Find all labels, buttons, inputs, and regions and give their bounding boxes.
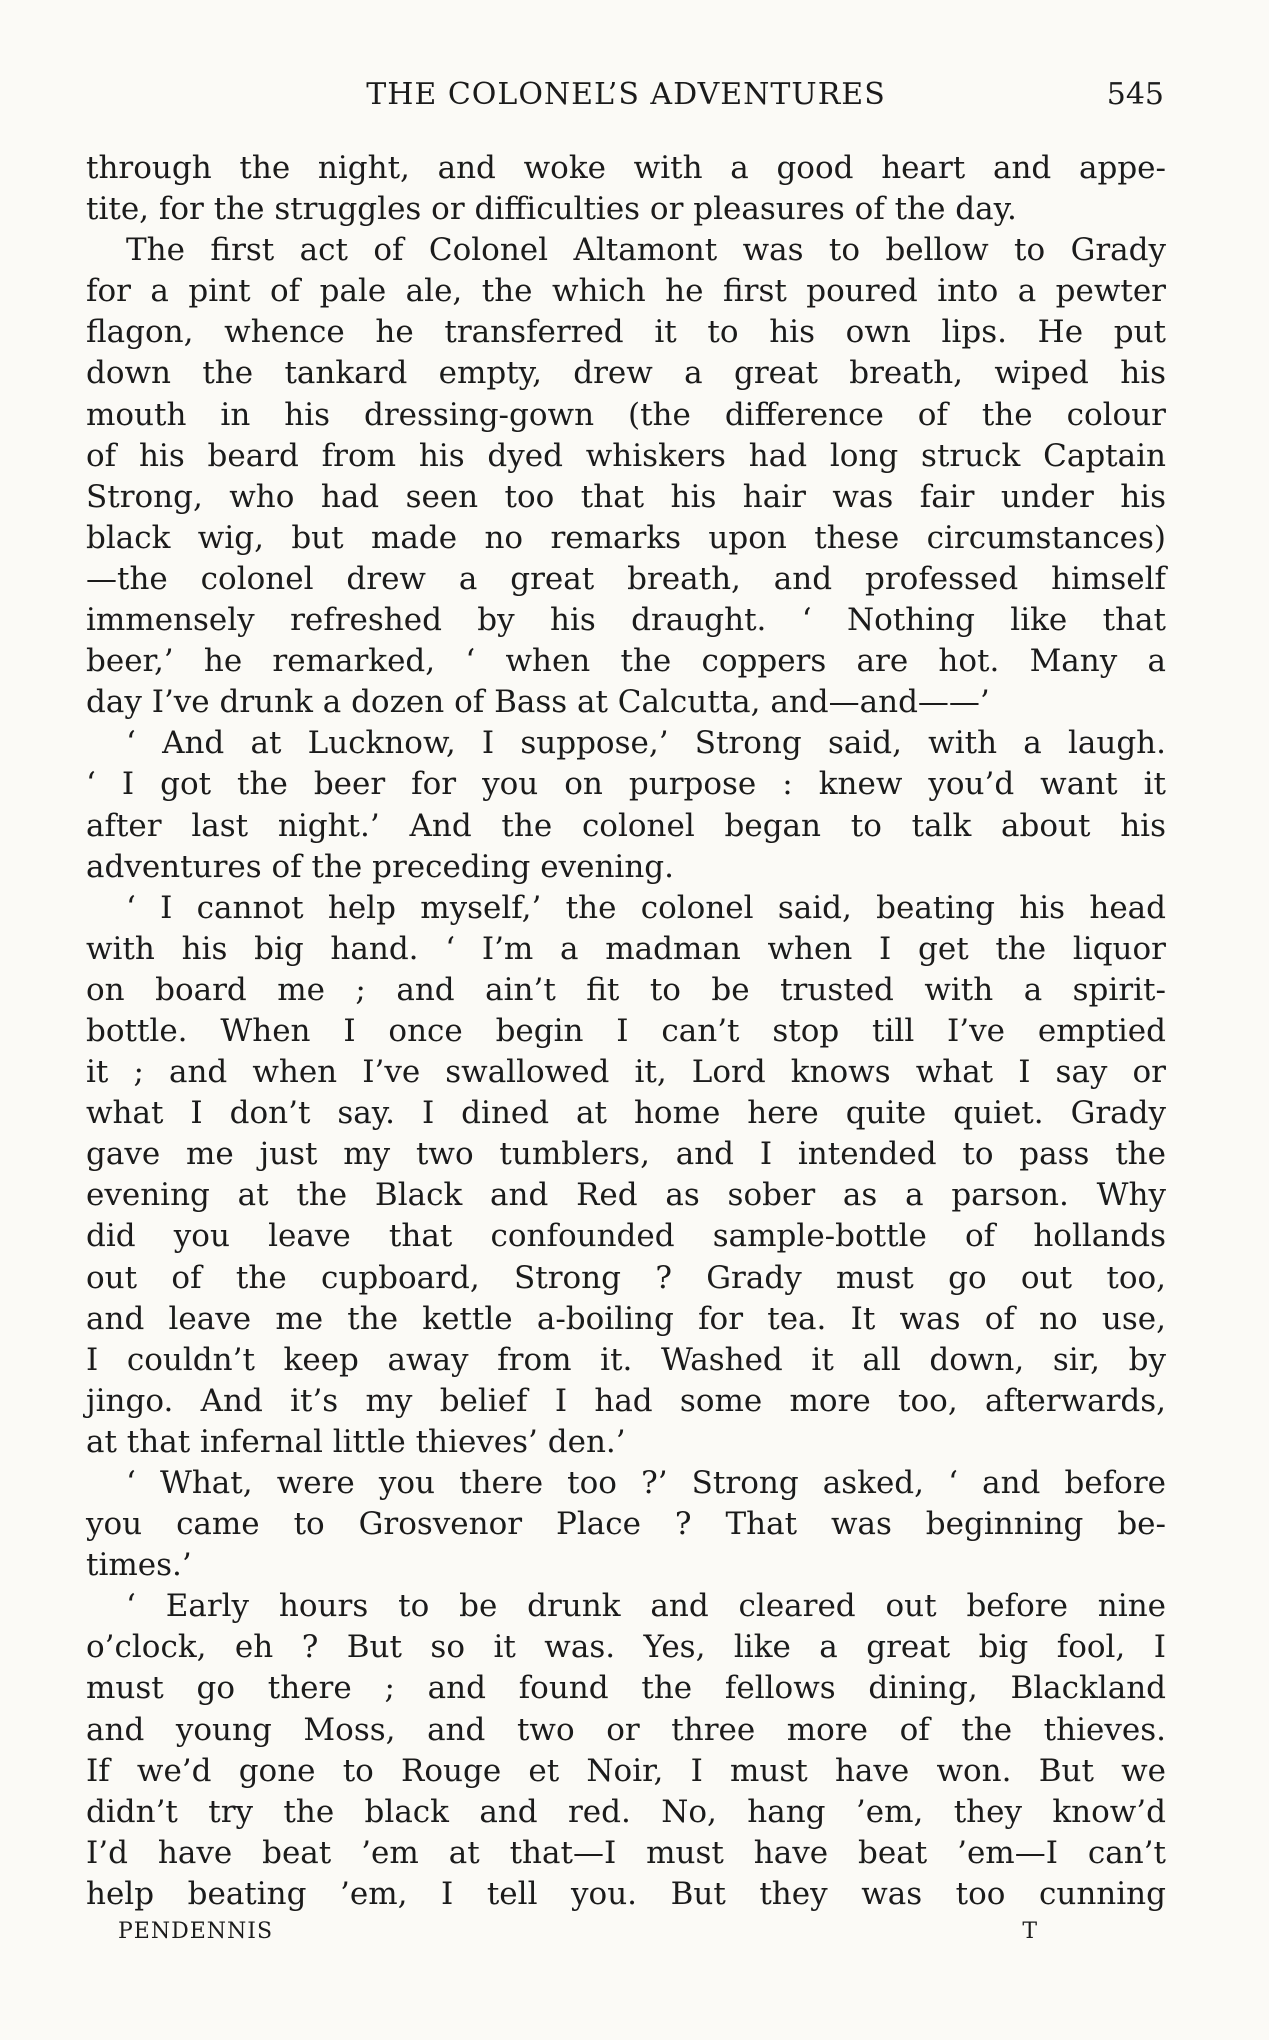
text-line: jingo. And it’s my belief I had some more too, afterwards,: [86, 1382, 1166, 1419]
text-line: through the night, and woke with a good heart and appe-: [86, 150, 1166, 186]
text-line: ‘ And at Lucknow, I suppose,’ Strong said, with a laugh.: [126, 725, 1166, 762]
text-line: down the tankard empty, drew a great breath, wiped his: [86, 355, 1166, 392]
text-line: help beating ’em, I tell you. But they was too cunning: [86, 1875, 1166, 1912]
text-line: gave me just my two tumblers, and I intended to pass the: [86, 1136, 1166, 1173]
text-line: on board me ; and ain’t fit to be trusted with a spirit-: [86, 971, 1166, 1008]
text-line: it ; and when I’ve swallowed it, Lord knows what I say or: [86, 1054, 1166, 1091]
running-title: THE COLONEL’S ADVENTURES: [366, 77, 886, 112]
text-line: o’clock, eh ? But so it was. Yes, like a great big fool, I: [86, 1629, 1166, 1666]
text-line: for a pint of pale ale, the which he first poured into a pewter: [86, 273, 1166, 310]
text-line: black wig, but made no remarks upon these circumstances): [86, 519, 1166, 556]
text-line: didn’t try the black and red. No, hang ’em, they know’d: [86, 1793, 1166, 1830]
text-line: what I don’t say. I dined at home here quite quiet. Grady: [86, 1095, 1166, 1132]
signature-mark: T: [1022, 1919, 1038, 1944]
page-number: 545: [1106, 77, 1164, 112]
text-line: I’d have beat ’em at that—I must have beat ’em—I can’t: [86, 1834, 1166, 1871]
text-line: ‘ What, were you there too ?’ Strong asked, ‘ and before: [126, 1465, 1166, 1501]
text-line: immensely refreshed by his draught. ‘ Nothing like that: [86, 602, 1166, 639]
text-line: day I’ve drunk a dozen of Bass at Calcutta, and—and——’: [86, 684, 990, 721]
text-line: I couldn’t keep away from it. Washed it all down, sir, by: [86, 1341, 1166, 1378]
text-line: did you leave that confounded sample-bottle of hollands: [86, 1218, 1166, 1255]
text-line: evening at the Black and Red as sober as a parson. Why: [86, 1177, 1166, 1214]
text-line: flagon, whence he transferred it to his own lips. He put: [86, 314, 1166, 351]
signature-line: [118, 1914, 1038, 1950]
text-line: ‘ I cannot help myself,’ the colonel said, beating his head: [126, 889, 1166, 926]
text-line: mouth in his dressing-gown (the difference of the colour: [86, 396, 1166, 433]
text-line: bottle. When I once begin I can’t stop till I’ve emptied: [86, 1012, 1166, 1049]
text-line: ‘ I got the beer for you on purpose : knew you’d want it: [86, 766, 1166, 803]
text-line: The first act of Colonel Altamont was to bellow to Grady: [126, 232, 1166, 269]
text-line: must go there ; and found the fellows dining, Blackland: [86, 1670, 1166, 1707]
running-header: [88, 72, 1164, 118]
text-line: at that infernal little thieves’ den.’: [86, 1423, 626, 1460]
text-line: ‘ Early hours to be drunk and cleared out before nine: [126, 1588, 1166, 1625]
text-line: Strong, who had seen too that his hair was fair under his: [86, 478, 1166, 515]
text-line: out of the cupboard, Strong ? Grady must go out too,: [86, 1259, 1166, 1296]
page-body: [86, 148, 1166, 1915]
text-line: with his big hand. ‘ I’m a madman when I get the liquor: [86, 930, 1166, 967]
text-line: after last night.’ And the colonel began to talk about his: [86, 807, 1166, 844]
text-line: If we’d gone to Rouge et Noir, I must have won. But we: [86, 1752, 1166, 1789]
text-line: tite, for the struggles or difficulties or pleasures of the day.: [86, 191, 1017, 228]
text-line: and young Moss, and two or three more of the thieves.: [86, 1711, 1166, 1748]
text-line: beer,’ he remarked, ‘ when the coppers are hot. Many a: [86, 643, 1166, 680]
text-line: and leave me the kettle a-boiling for tea. It was of no use,: [86, 1300, 1166, 1337]
text-line: —the colonel drew a great breath, and professed himself: [86, 560, 1166, 597]
text-line: adventures of the preceding evening.: [86, 848, 675, 885]
text-line: you came to Grosvenor Place ? That was beginning be-: [86, 1506, 1166, 1543]
text-line: of his beard from his dyed whiskers had long struck Captain: [86, 437, 1166, 474]
signature-title: PENDENNIS: [118, 1919, 274, 1944]
text-line: times.’: [86, 1547, 192, 1584]
